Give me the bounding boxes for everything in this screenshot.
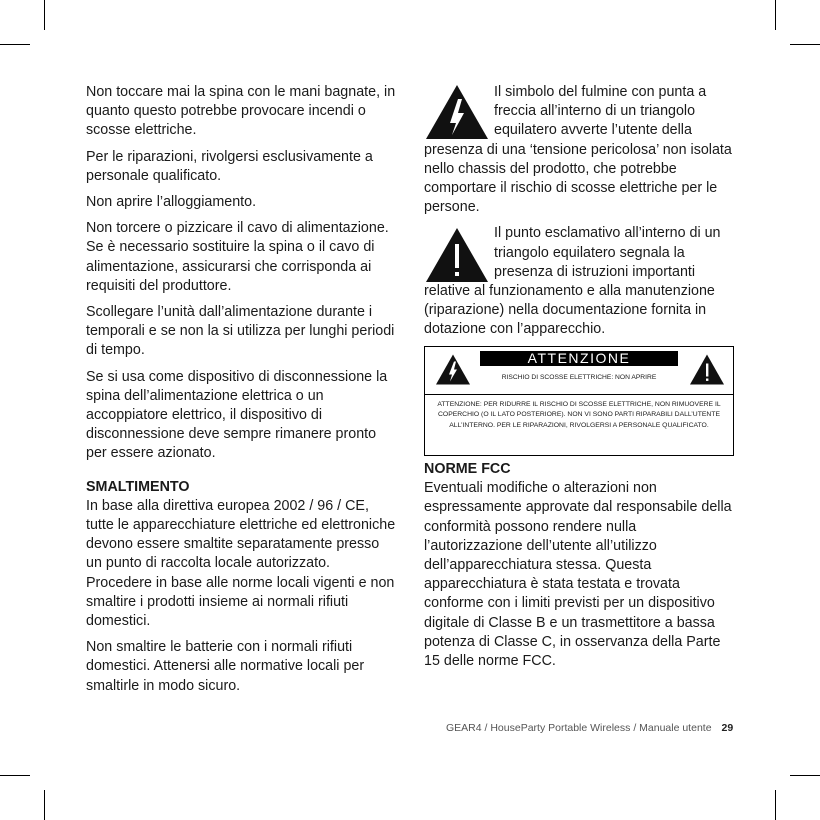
fcc-section bbox=[424, 460, 736, 678]
exclamation-triangle-icon bbox=[689, 353, 725, 386]
page-footer bbox=[446, 722, 733, 734]
lightning-note-lead: Il simbolo del fulmine con punta a freccia all’interno di un triangolo equilatero avverte l’utente della bbox=[494, 84, 707, 139]
crop-mark bbox=[775, 0, 776, 30]
exclamation-note-rest: relative al funzionamento e alla manutenzione (riparazione) nella documentazione fornita in dotazione con l’apparecchio. bbox=[424, 283, 715, 338]
exclamation-warning bbox=[424, 224, 736, 339]
crop-mark bbox=[790, 44, 820, 45]
safety-paragraph: Scollegare l’unità dall’alimentazione durante i temporali e se non la si utilizza per lunghi periodi di tempo. bbox=[86, 304, 395, 359]
page-number: 29 bbox=[721, 722, 734, 734]
safety-paragraph: Non toccare mai la spina con le mani bagnate, in quanto questo potrebbe provocare incendi o scosse elettriche. bbox=[86, 84, 396, 139]
right-column bbox=[424, 83, 736, 340]
safety-paragraph: Non aprire l’alloggiamento. bbox=[86, 194, 257, 211]
footer-text: GEAR4 / HouseParty Portable Wireless / Manuale utente bbox=[446, 722, 712, 734]
lightning-triangle-icon bbox=[424, 83, 490, 141]
crop-mark bbox=[790, 775, 820, 776]
crop-mark bbox=[775, 790, 776, 820]
safety-paragraph: Se si usa come dispositivo di disconnessione la spina dell’alimentazione elettrica o un accoppiatore elettrico, il dispositivo di disconnessione deve sempre rimanere pronto per essere azionato. bbox=[86, 368, 388, 462]
safety-paragraph: Non torcere o pizzicare il cavo di alimentazione. Se è necessario sostituire la spina o il cavo di alimentazione, assicurarsi che corrisponda ai requisiti del produttore. bbox=[86, 220, 389, 294]
caution-subtitle: RISCHIO DI SCOSSE ELETTRICHE: NON APRIRE bbox=[501, 374, 657, 381]
lightning-warning bbox=[424, 83, 736, 217]
crop-mark bbox=[0, 775, 30, 776]
fcc-heading: NORME FCC bbox=[424, 461, 511, 477]
crop-mark bbox=[44, 790, 45, 820]
lightning-note-rest: presenza di una ‘tensione pericolosa’ non isolata nello chassis del prodotto, che potrebbe comportare il rischio di scosse elettriche per le persone. bbox=[424, 141, 732, 216]
lightning-triangle-icon bbox=[435, 353, 471, 386]
fcc-paragraph: Eventuali modifiche o alterazioni non espressamente approvate dal responsabile della conformità possono rendere nulla l’autorizzazione dell’utente all’utilizzo dell’apparecchiatura stessa. Questa apparecchiatura è stata testata e trovata conforme con i limiti previsti per un dispositivo digitale di Classe B e un trasmettitore a bassa potenza di Classe C, in osservanza della Parte 15 delle norme FCC. bbox=[424, 480, 732, 670]
crop-mark bbox=[0, 44, 30, 45]
disposal-heading: SMALTIMENTO bbox=[86, 478, 190, 495]
caution-title: ATTENZIONE bbox=[480, 351, 678, 366]
exclamation-triangle-icon bbox=[424, 226, 490, 284]
caution-divider bbox=[425, 394, 733, 395]
crop-mark bbox=[44, 0, 45, 30]
exclamation-note-lead: Il punto esclamativo all’interno di un triangolo equilatero segnala la presenza di istruzioni importanti bbox=[494, 225, 721, 280]
safety-paragraph: Per le riparazioni, rivolgersi esclusivamente a personale qualificato. bbox=[86, 148, 373, 184]
caution-box bbox=[424, 346, 734, 456]
disposal-paragraph: Non smaltire le batterie con i normali rifiuti domestici. Attenersi alle normative locali per smaltirle in modo sicuro. bbox=[86, 639, 365, 694]
disposal-paragraph: In base alla direttiva europea 2002 / 96 / CE, tutte le apparecchiature elettriche ed elettroniche devono essere smaltite separatamente presso un punto di raccolta locale autorizzato. Procedere in base alle norme locali vigenti e non smaltire i prodotti insieme ai normali rifiuti domestici. bbox=[86, 497, 396, 630]
left-column bbox=[86, 83, 398, 703]
caution-body: ATTENZIONE: PER RIDURRE IL RISCHIO DI SCOSSE ELETTRICHE, NON RIMUOVERE IL COPERCHIO (O IL LATO POSTERIORE). NON VI SONO PARTI RIPARABILI DALL’UTENTE ALL’INTERNO. PER LE RIPARAZIONI, RIVOLGERSI A PERSONALE QUALIFICATO. bbox=[437, 401, 721, 429]
